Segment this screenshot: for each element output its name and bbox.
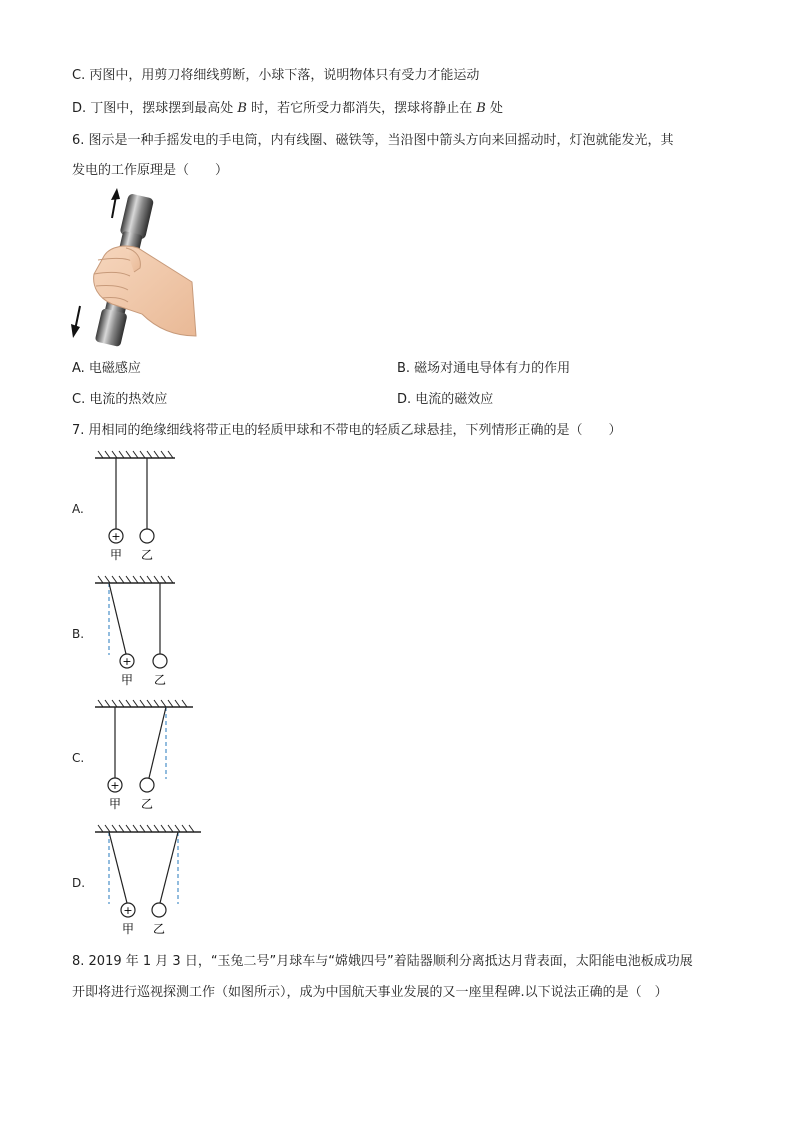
up-arrow-icon — [111, 188, 120, 218]
ball-yi — [153, 654, 167, 668]
q7-option-b-figure[interactable] — [90, 573, 190, 693]
ball-yi — [152, 903, 166, 917]
q6-stem-line2: 发电的工作原理是（ ） — [72, 163, 229, 178]
label-jia: 甲 — [120, 673, 134, 687]
ball-yi — [140, 529, 154, 543]
flashlight-hand-figure — [64, 186, 204, 358]
q5-option-c: C. 丙图中，用剪刀将细线剪断，小球下落，说明物体只有受力才能运动 — [72, 68, 480, 83]
q7-option-a-label[interactable]: A. — [72, 502, 84, 516]
q7-option-a-figure[interactable] — [90, 448, 190, 568]
q7-option-b-label[interactable]: B. — [72, 627, 85, 641]
q8-stem-line2: 开即将进行巡视探测工作（如图所示），成为中国航天事业发展的又一座里程碑.以下说法正确的是（ ） — [72, 985, 668, 1000]
q6-option-c[interactable]: C. 电流的热效应 — [72, 392, 168, 407]
plus-sign: + — [110, 779, 120, 792]
q7-option-c-figure[interactable] — [90, 697, 200, 817]
q8-stem-line1: 8. 2019 年 1 月 3 日，“玉兔二号”月球车与“嫦娥四号”着陆器顺利分离抵达月背表面，太阳能电池板成功展 — [72, 954, 693, 969]
label-yi: 乙 — [140, 797, 154, 811]
label-jia: 甲 — [121, 922, 135, 936]
q6-option-a[interactable]: A. 电磁感应 — [72, 361, 141, 376]
q7-option-d-label[interactable]: D. — [72, 876, 86, 890]
ceiling — [95, 825, 201, 832]
q6-stem-line1: 6. 图示是一种手摇发电的手电筒，内有线圈、磁铁等，当沿图中箭头方向来回摇动时，灯泡就能发光，其 — [72, 133, 674, 148]
plus-sign: + — [123, 904, 133, 917]
q7-option-d-figure[interactable] — [90, 822, 210, 942]
ceiling — [95, 576, 175, 583]
label-yi: 乙 — [140, 548, 154, 562]
label-jia: 甲 — [109, 548, 123, 562]
q7-option-c-label[interactable]: C. — [72, 751, 85, 765]
label-yi: 乙 — [153, 673, 167, 687]
q6-option-b[interactable]: B. 磁场对通电导体有力的作用 — [397, 361, 571, 376]
ball-yi — [140, 778, 154, 792]
label-jia: 甲 — [108, 797, 122, 811]
q7-stem: 7. 用相同的绝缘细线将带正电的轻质甲球和不带电的轻质乙球悬挂，下列情形正确的是（ ） — [72, 423, 622, 438]
plus-sign: + — [111, 530, 121, 543]
q6-option-d[interactable]: D. 电流的磁效应 — [397, 392, 494, 407]
ceiling — [95, 451, 175, 458]
q5-option-d: D. 丁图中，摆球摆到最高处 B 时，若它所受力都消失，摆球将静止在 B 处 — [72, 101, 503, 116]
plus-sign: + — [122, 655, 132, 668]
label-yi: 乙 — [152, 922, 166, 936]
down-arrow-icon — [71, 306, 80, 338]
ceiling — [95, 700, 193, 707]
